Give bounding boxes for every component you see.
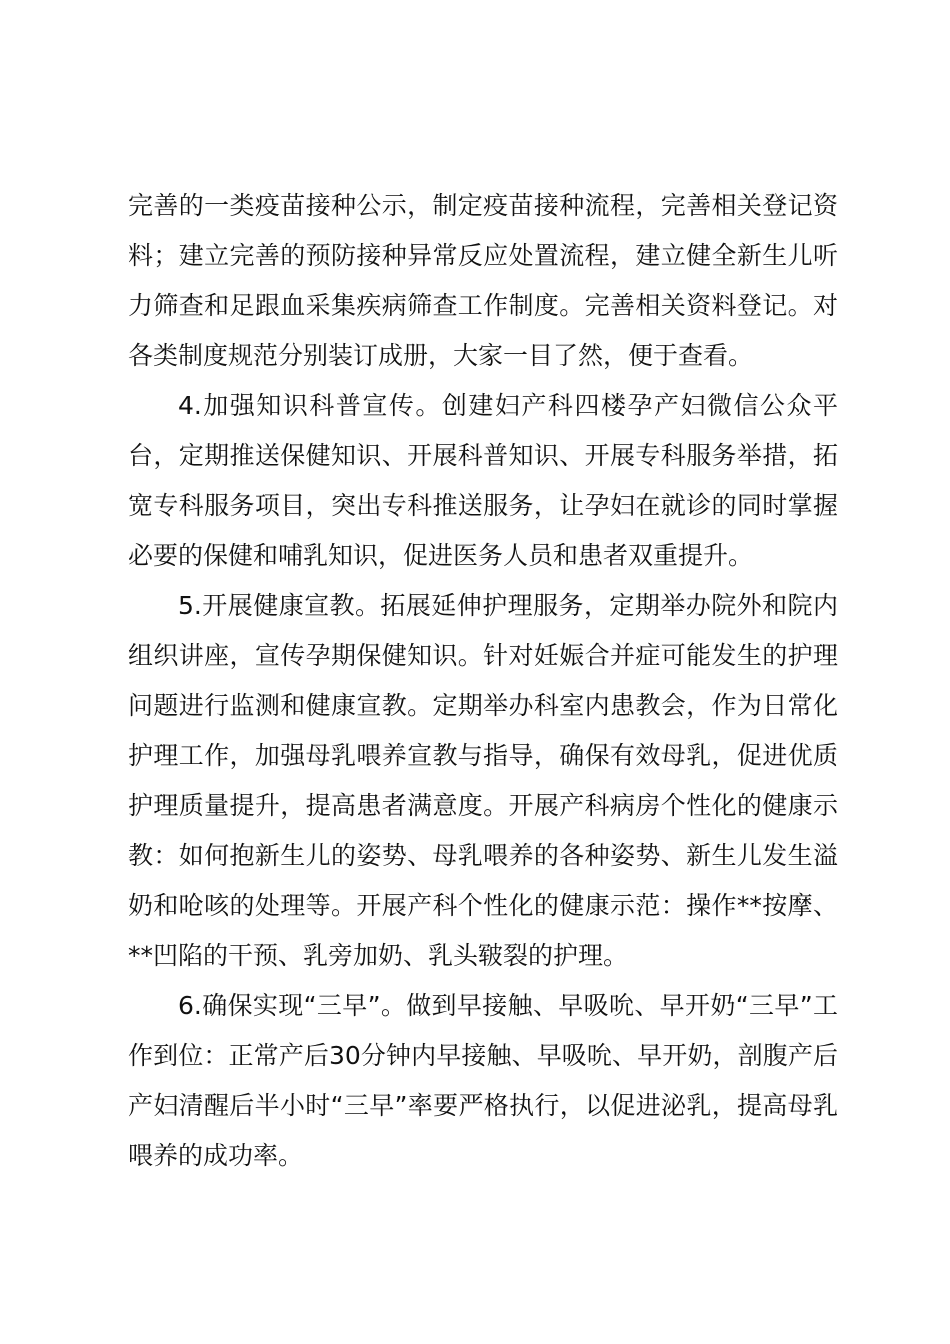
paragraph-item-5: 5.开展健康宣教。拓展延伸护理服务，定期举办院外和院内组织讲座，宣传孕期保健知识。针对妊娠合并症可能发生的护理问题进行监测和健康宣教。定期举办科室内患教会，作为日常化护理工作，加强母乳喂养宣教与指导，确保有效母乳，促进优质护理质量提升，提高患者满意度。开展产科病房个性化的健康示教：如何抱新生儿的姿势、母乳喂养的各种姿势、新生儿发生溢奶和呛咳的处理等。开展产科个性化的健康示范：操作**按摩、**凹陷的干预、乳旁加奶、乳头皲裂的护理。 xyxy=(128,591,838,970)
paragraph-continuation: 完善的一类疫苗接种公示，制定疫苗接种流程，完善相关登记资料；建立完善的预防接种异常反应处置流程，建立健全新生儿听力筛查和足跟血采集疾病筛查工作制度。完善相关资料登记。对各类制度规范分别装订成册，大家一目了然，便于查看。 xyxy=(128,191,838,370)
paragraph-item-4: 4.加强知识科普宣传。创建妇产科四楼孕产妇微信公众平台，定期推送保健知识、开展科普知识、开展专科服务举措，拓宽专科服务项目，突出专科推送服务，让孕妇在就诊的同时掌握必要的保健和哺乳知识，促进医务人员和患者双重提升。 xyxy=(128,391,838,570)
paragraph-item-6: 6.确保实现“三早”。做到早接触、早吸吮、早开奶“三早”工作到位：正常产后30分钟内早接触、早吸吮、早开奶，剖腹产后产妇清醒后半小时“三早”率要严格执行，以促进泌乳，提高母乳喂养的成功率。 xyxy=(128,991,838,1170)
document-body xyxy=(128,181,838,1181)
